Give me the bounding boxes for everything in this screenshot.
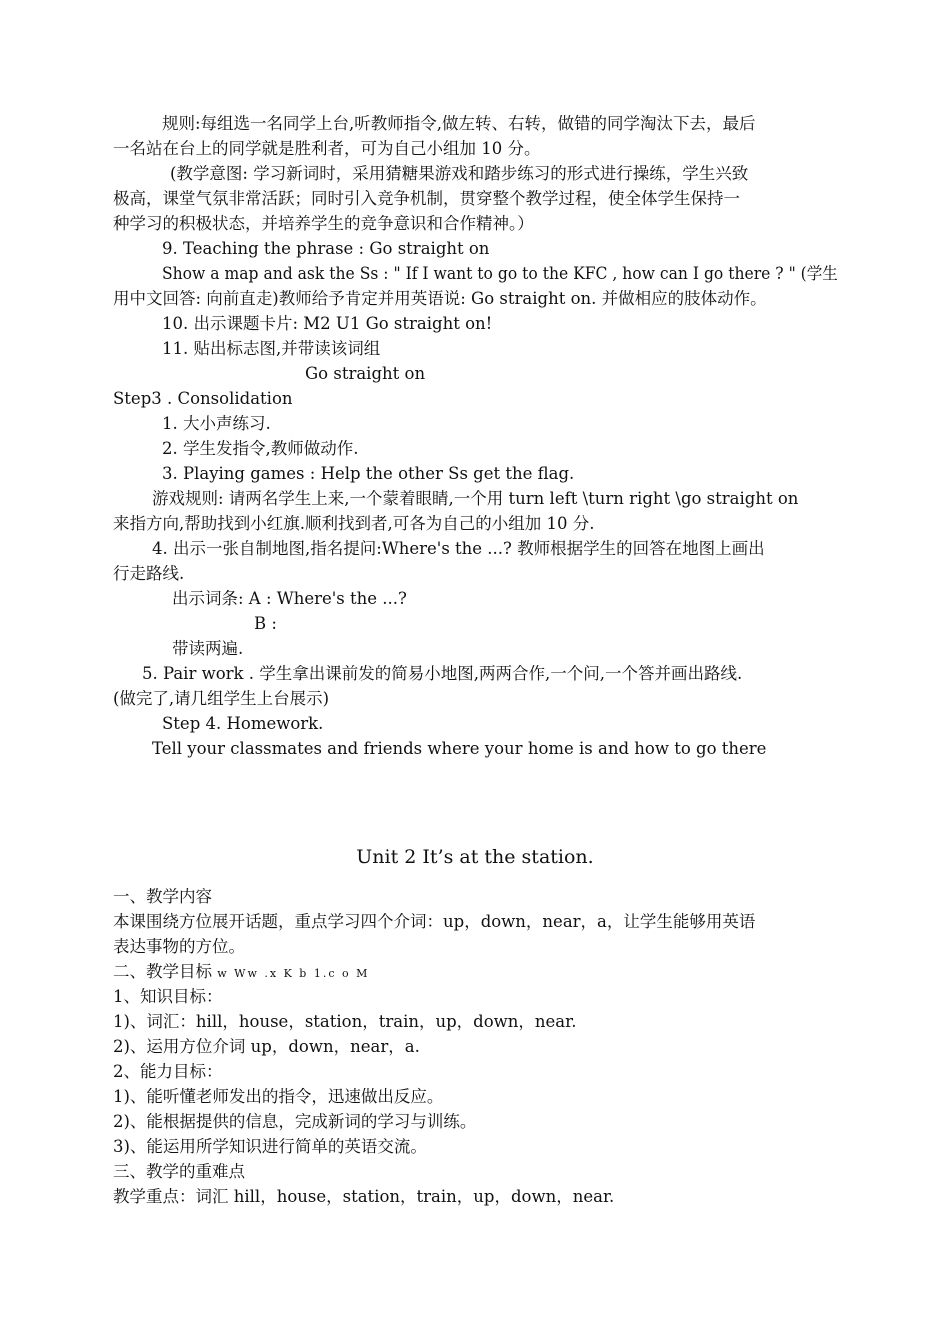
ability-goal-2: 2)、能根据提供的信息，完成新词的学习与训练。: [113, 1112, 477, 1131]
watermark-text: w Ww .x K b 1.c o M: [217, 967, 370, 980]
unit-title: Unit 2 It’s at the station.: [356, 846, 594, 868]
heading-teaching-content: 一、教学内容: [113, 887, 212, 906]
intent-line-2: 极高，课堂气氛非常活跃；同时引入竞争机制，贯穿整个教学过程，使全体学生保持一: [113, 189, 740, 208]
knowledge-goal-1: 1)、词汇：hill，house，station，train，up，down，near.: [113, 1012, 577, 1031]
heading-teaching-goals-text: 二、教学目标: [113, 962, 212, 981]
key-points-text: 教学重点：词汇 hill，house，station，train，up，down，near.: [113, 1187, 615, 1206]
show-line-2: 用中文回答: 向前直走)教师给予肯定并用英语说: Go straight on. 并做相应的肢体动作。: [113, 289, 767, 308]
rule-line-1: 规则:每组选一名同学上台,听教师指令,做左转、右转，做错的同学淘汰下去，最后: [162, 114, 756, 133]
consolidation-2: 2. 学生发指令,教师做动作.: [162, 439, 359, 458]
pair-work-line-1: 5. Pair work . 学生拿出课前发的简易小地图,两两合作,一个问,一个答并画出路线.: [142, 664, 743, 683]
intent-line-3: 种学习的积极状态，并培养学生的竞争意识和合作精神。）: [113, 214, 534, 233]
game-rule-line-1: 游戏规则: 请两名学生上来,一个蒙着眼睛,一个用 turn left \turn right \go straight on: [152, 489, 799, 508]
knowledge-goal-2: 2)、运用方位介词 up，down，near，a.: [113, 1037, 420, 1056]
step3-heading: Step3 . Consolidation: [113, 389, 293, 408]
ability-goals-title: 2、能力目标：: [113, 1062, 223, 1081]
consolidation-3: 3. Playing games : Help the other Ss get the flag.: [162, 464, 575, 483]
read-twice: 带读两遍.: [172, 639, 244, 658]
game-rule-line-2: 来指方向,帮助找到小红旗.顺利找到者,可各为自己的小组加 10 分.: [113, 514, 595, 533]
show-line-1: Show a map and ask the Ss : " If I want to go to the KFC , how can I go there ? " (学生: [162, 264, 838, 283]
heading-teaching-goals: [113, 962, 369, 984]
cue-b: B :: [254, 614, 277, 633]
consolidation-4-line-1: 4. 出示一张自制地图,指名提问:Where's the ...? 教师根据学生的回答在地图上画出: [152, 539, 765, 558]
consolidation-1: 1. 大小声练习.: [162, 414, 271, 433]
phrase: Go straight on: [305, 364, 426, 383]
step4-heading: Step 4. Homework.: [162, 714, 324, 733]
item-9: 9. Teaching the phrase : Go straight on: [162, 239, 490, 258]
knowledge-goals-title: 1、知识目标：: [113, 987, 223, 1006]
content-line-1: 本课围绕方位展开话题，重点学习四个介词：up，down，near，a，让学生能够用英语: [113, 912, 756, 931]
heading-key-points: 三、教学的重难点: [113, 1162, 245, 1181]
consolidation-4-line-2: 行走路线.: [113, 564, 185, 583]
item-11: 11. 贴出标志图,并带读该词组: [162, 339, 381, 358]
intent-line-1: (教学意图: 学习新词时，采用猜糖果游戏和踏步练习的形式进行操练，学生兴致: [170, 164, 749, 183]
ability-goal-3: 3)、能运用所学知识进行简单的英语交流。: [113, 1137, 427, 1156]
pair-work-line-2: (做完了,请几组学生上台展示): [113, 689, 330, 708]
content-line-2: 表达事物的方位。: [113, 937, 245, 956]
cue-a: 出示词条: A : Where's the ...?: [172, 589, 407, 608]
rule-line-2: 一名站在台上的同学就是胜利者，可为自己小组加 10 分。: [113, 139, 541, 158]
ability-goal-1: 1)、能听懂老师发出的指令，迅速做出反应。: [113, 1087, 444, 1106]
item-10: 10. 出示课题卡片: M2 U1 Go straight on!: [162, 314, 493, 333]
homework-text: Tell your classmates and friends where your home is and how to go there: [152, 739, 767, 758]
